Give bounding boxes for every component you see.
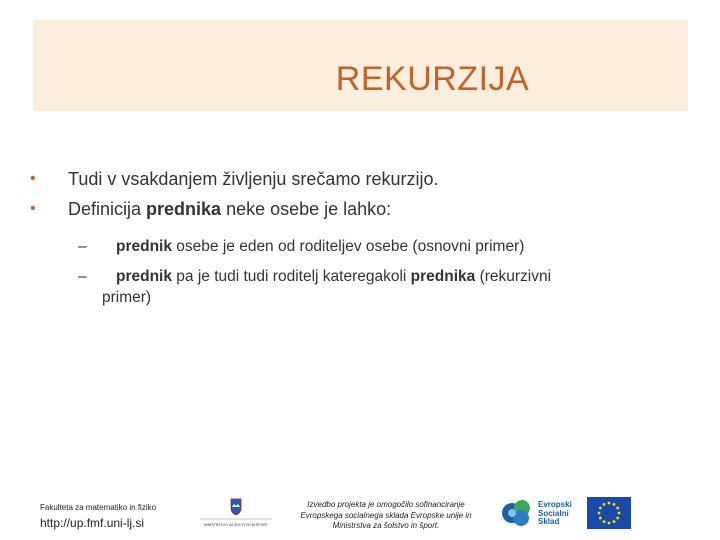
crest-caption: MINISTRSTVO ZA ŠOLSTVO IN ŠPORT: [203, 523, 269, 527]
eu-star-icon: [599, 517, 602, 520]
bullet-item: [30, 168, 690, 198]
funding-note: Izvedbo projekta je omogočilo sofinanciranje Evropskega socialnega sklada Evropske unije in Ministrstva za šolstvo in šport.: [300, 500, 472, 530]
esf-logo-icon: [500, 497, 536, 529]
slide-title: REKURZIJA: [335, 60, 530, 98]
bullet-list: [30, 168, 690, 228]
faculty-footer: [40, 503, 156, 530]
eu-star-icon: [598, 512, 601, 515]
bullet-item: [30, 198, 690, 228]
eu-star-icon: [613, 520, 616, 523]
eu-star-icon: [608, 502, 611, 505]
eu-star-icon: [616, 507, 619, 510]
eu-flag-icon: [587, 497, 631, 529]
eu-star-icon: [613, 503, 616, 506]
eu-star-icon: [608, 522, 611, 525]
bullet-dot-icon: •: [30, 200, 36, 217]
eu-star-icon: [603, 503, 606, 506]
bullet-text: Tudi v vsakdanjem življenju srečamo rekurzijo.: [68, 169, 439, 189]
sub-bullet-continuation: primer): [102, 289, 152, 306]
dash-icon: –: [78, 268, 87, 285]
bullet-dot-icon: •: [30, 170, 36, 187]
faculty-name: Fakulteta za matematiko in fiziko: [40, 503, 157, 512]
eu-star-icon: [603, 520, 606, 523]
bullet-text: Definicija prednika neke osebe je lahko:: [68, 199, 392, 219]
eu-star-icon: [616, 517, 619, 520]
eu-star-icon: [618, 512, 621, 515]
ministry-crest-logo: [198, 497, 274, 529]
dash-icon: –: [78, 238, 87, 255]
sub-bullet-text: prednik pa je tudi tudi roditelj kateregakoli prednika (rekurzivni: [116, 268, 552, 285]
faculty-url[interactable]: http://up.fmf.uni-lj.si: [40, 516, 145, 530]
eu-star-icon: [599, 507, 602, 510]
esf-label: Evropski Socialni Sklad: [538, 500, 572, 526]
sub-bullet-text: prednik osebe je eden od roditeljev osebe (osnovni primer): [116, 238, 525, 255]
